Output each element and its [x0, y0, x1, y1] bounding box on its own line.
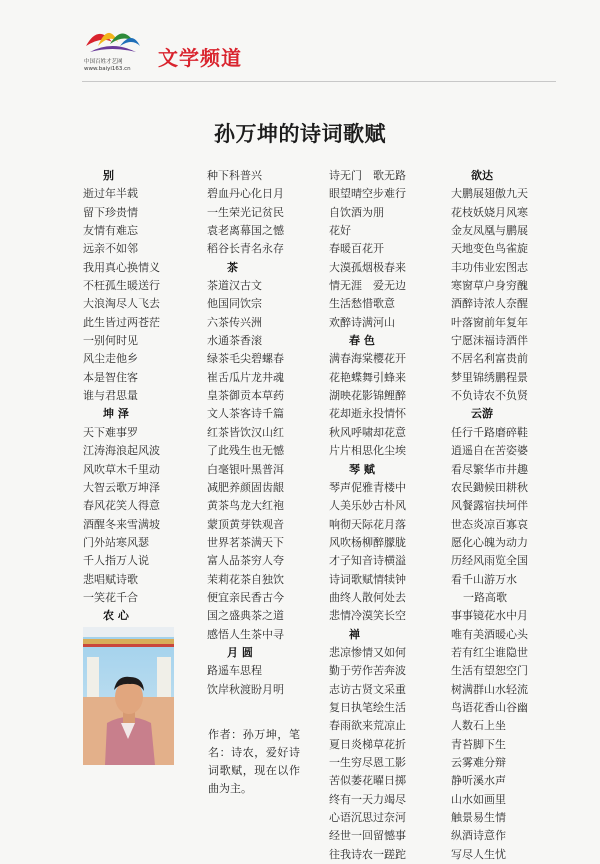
poem-line: 纵酒诗意作 [451, 829, 506, 843]
poem-line: 风尘走他乡 [83, 352, 138, 366]
poem-line: 终有一天力竭尽 [329, 792, 406, 806]
poem-line: 苦似萎花曜日掷 [329, 774, 406, 788]
poem-line: 夏日炎梯草花折 [329, 737, 406, 751]
poem-heading: 月 圆 [227, 645, 253, 659]
poem-line: 天地变色鸟雀旋 [451, 242, 528, 256]
poem-line: 悲唱赋诗歌 [83, 572, 138, 586]
poem-line: 生活有望恕空门 [451, 664, 528, 678]
poem-heading: 春 色 [349, 334, 375, 348]
poem-line: 此生皆过两苍茫 [83, 315, 160, 329]
poem-line: 青苔脚下生 [451, 737, 506, 751]
poem-line: 饮岸秋渡盼月明 [207, 682, 284, 696]
poem-line: 山水如画里 [451, 792, 506, 806]
poem-line: 诗词歌赋情犊钟 [329, 572, 406, 586]
poem-line: 片片相思化尘埃 [329, 444, 406, 458]
channel-title[interactable]: 文学频道 [158, 46, 242, 70]
poem-line: 诗无门 歌无路 [329, 169, 406, 182]
poem-line: 不负诗农不负贤 [451, 389, 528, 403]
poem-line: 农民鋤候田耕秋 [451, 480, 528, 494]
poem-line: 酒醒冬来雪满坡 [83, 517, 160, 531]
poem-line: 我用真心换情义 [83, 260, 160, 274]
poem-line: 崔舌瓜片龙井魂 [207, 370, 284, 384]
site-logo-icon[interactable] [84, 22, 142, 60]
poem-line: 江涛海浪起风波 [83, 444, 160, 458]
poem-line: 春风花笑人得意 [83, 499, 160, 513]
poem-line: 世界茗茶满天下 [207, 535, 284, 549]
poem-line: 一路高歌 [463, 590, 507, 604]
poem-line: 金友凤凰与鹏展 [451, 224, 528, 238]
poem-line: 大漠孤烟极春来 [329, 260, 406, 274]
poem-line: 悲情冷漠笑长空 [329, 609, 406, 623]
poem-line: 一别何时见 [83, 334, 138, 348]
poem-line: 大智云歌万坤泽 [83, 480, 160, 494]
poem-line: 静听溪水声 [451, 774, 506, 788]
poem-line: 春暖百花开 [329, 242, 384, 256]
poem-line: 花好 [329, 224, 351, 238]
poem-line: 风餐露宿扶坷伴 [451, 499, 528, 513]
poem-line: 文人茶客诗千篇 [207, 407, 284, 421]
poem-heading: 琴 赋 [349, 462, 375, 476]
poem-line: 眼望晴空步难行 [329, 187, 406, 201]
poem-line: 人数石上坐 [451, 719, 506, 733]
poem-line: 千人指万人说 [83, 554, 149, 568]
poem-line: 茶道汉古文 [207, 279, 262, 293]
poem-line: 天下难事罗 [83, 425, 138, 439]
poem-line: 鸟语花香山谷幽 [451, 700, 528, 714]
poem-line: 才子知音诗横溢 [329, 554, 406, 568]
poem-line: 响彻天际花月落 [329, 517, 406, 531]
poem-line: 一笑花千合 [83, 590, 138, 604]
poem-line: 宁愿沫福诗酒伴 [451, 334, 528, 348]
poem-line: 便宜亲民香古今 [207, 590, 284, 604]
poem-line: 秋风呼啸却花意 [329, 425, 406, 439]
poem-heading: 农 心 [103, 609, 129, 623]
poem-line: 逍遥自在苦姿婆 [451, 444, 528, 458]
poem-heading: 欲达 [471, 169, 493, 182]
poem-line: 琴声伲雅青楼中 [329, 480, 406, 494]
poem-line: 不枉孤生暖送行 [83, 279, 160, 293]
author-photo [83, 627, 174, 765]
poem-line: 谁与君思量 [83, 389, 138, 403]
poem-line: 红茶皆饮汉山红 [207, 425, 284, 439]
poem-line: 不居名利富贵前 [451, 352, 528, 366]
header-divider [82, 81, 556, 82]
poem-line: 看尽繁华市井趣 [451, 462, 528, 476]
poem-line: 国之盛典茶之道 [207, 609, 284, 623]
poem-line: 写尽人生忧 [451, 847, 506, 861]
poem-line: 稻谷长青名永存 [207, 242, 284, 256]
poem-heading: 禅 [349, 627, 360, 641]
poem-line: 触景易生情 [451, 811, 506, 825]
poem-line: 一生穷尽恩工影 [329, 756, 406, 769]
poem-line: 白毫银叶黑普洱 [207, 462, 284, 476]
poem-line: 满春海棠樱花开 [329, 352, 406, 366]
poem-line: 袁老离幕国之憾 [207, 224, 284, 238]
poem-line: 若有红尘谁隐世 [451, 645, 528, 659]
poem-line: 花却逝永投情怀 [329, 407, 406, 421]
poem-line: 人美乐妙古朴风 [329, 499, 406, 513]
poem-line: 风吹杨柳醉朦胧 [329, 535, 406, 549]
poem-line: 志访古贤文采重 [329, 682, 406, 696]
poem-heading: 别 [103, 169, 114, 182]
poem-line: 花枝妖娆月风寒 [451, 205, 528, 219]
poem-line: 花艳蝶舞引蜂来 [329, 370, 406, 384]
poem-line: 酒醉诗浓人奈醒 [451, 297, 528, 311]
poem-line: 友情有难忘 [83, 224, 138, 238]
poem-column-3 [329, 167, 419, 864]
poem-heading: 茶 [227, 260, 238, 274]
poem-line: 一生荣光记贫民 [207, 205, 284, 219]
author-note: 作者：孙万坤，笔名：诗农，爱好诗词歌赋，现在以作曲为主。 [208, 728, 300, 795]
poem-line: 历经风雨览全国 [451, 554, 528, 568]
poem-line: 梦里锦绣鹏程景 [451, 370, 528, 384]
page-header [0, 0, 600, 88]
site-logo-text [84, 59, 131, 73]
site-url[interactable]: www.baiyi163.cn [84, 66, 131, 72]
poem-line: 门外站寒风瑟 [83, 535, 149, 549]
poem-column-1 [83, 167, 173, 681]
poem-line: 情无涯 爱无边 [329, 279, 406, 293]
poem-line: 湖映花影锦鲤醉 [329, 389, 406, 403]
poem-heading: 云游 [471, 407, 493, 421]
poem-line: 大鹏展翅傲九天 [451, 187, 528, 201]
poem-line: 逝过年半载 [83, 187, 138, 201]
poem-line: 寒窗草户身穷醜 [451, 279, 528, 293]
poem-heading: 坤 泽 [103, 407, 129, 421]
poem-line: 茉莉花茶自独饮 [207, 572, 284, 586]
poem-line: 往我诗农一蹉跎 [329, 847, 406, 861]
poem-line: 世态炎凉百寡哀 [451, 517, 528, 531]
poem-line: 六茶传兴洲 [207, 315, 262, 329]
poem-line: 勤于劳作苦奔波 [329, 664, 406, 678]
poem-line: 种下科普兴 [207, 169, 262, 182]
poem-line: 心语沉思过奈河 [329, 811, 406, 825]
poem-line: 自饮酒为朋 [329, 205, 384, 219]
poem-line: 看千山游万水 [451, 572, 517, 586]
poem-line: 蒙顶黄芽铁观音 [207, 517, 284, 531]
poem-line: 春雨欲来荒凉止 [329, 719, 406, 733]
poem-line: 云雾难分辩 [451, 756, 506, 769]
poem-line: 感悟人生茶中寻 [207, 627, 284, 641]
poem-line: 丰功伟业宏图志 [451, 260, 528, 274]
poem-line: 路遥车思程 [207, 664, 262, 678]
poem-line: 本是智住客 [83, 370, 138, 384]
poem-line: 了此残生也无憾 [207, 444, 284, 458]
poem-line: 他国同饮宗 [207, 297, 262, 311]
poem-line: 叶落窗前年复年 [451, 315, 528, 329]
poem-line: 绿茶毛尖碧螺春 [207, 352, 284, 366]
poem-line: 富人品茶穷人夸 [207, 554, 284, 568]
poem-column-4 [451, 167, 541, 864]
poem-line: 水通茶香滚 [207, 334, 262, 348]
poem-line: 事事镜花水中月 [451, 609, 528, 623]
poem-line: 碧血丹心化日月 [207, 187, 284, 201]
poem-line: 欢醉诗满河山 [329, 315, 395, 329]
poem-line: 风吹草木千里动 [83, 462, 160, 476]
poem-collection-title: 孙万坤的诗词歌赋 [214, 121, 386, 146]
poem-line: 经世一回留憾事 [329, 829, 406, 843]
poem-line: 树满群山水轻流 [451, 682, 528, 696]
poem-line: 留下珍贵情 [83, 205, 138, 219]
poem-line: 复日执笔绘生活 [329, 700, 406, 714]
poem-line: 愿化心魄为动力 [451, 535, 528, 549]
poem-line: 曲终人散何处去 [329, 590, 406, 604]
poem-line: 悲凉惨情又如何 [329, 645, 406, 659]
poem-column-2 [207, 167, 297, 699]
poem-line: 任行千路磨碎鞋 [451, 425, 528, 439]
poem-line: 远亲不如邻 [83, 242, 138, 256]
poem-line: 生活愁惜歌意 [329, 297, 395, 311]
poem-line: 皇茶御贡本草药 [207, 389, 284, 403]
poem-line: 唯有美酒暖心头 [451, 627, 528, 641]
poem-line: 黄茶鸟龙大红袍 [207, 499, 284, 513]
poem-line: 大浪淘尽人飞去 [83, 297, 160, 311]
site-name: 中国百姓才艺网 [84, 59, 123, 65]
poem-line: 减肥养颜固齿龈 [207, 480, 284, 494]
